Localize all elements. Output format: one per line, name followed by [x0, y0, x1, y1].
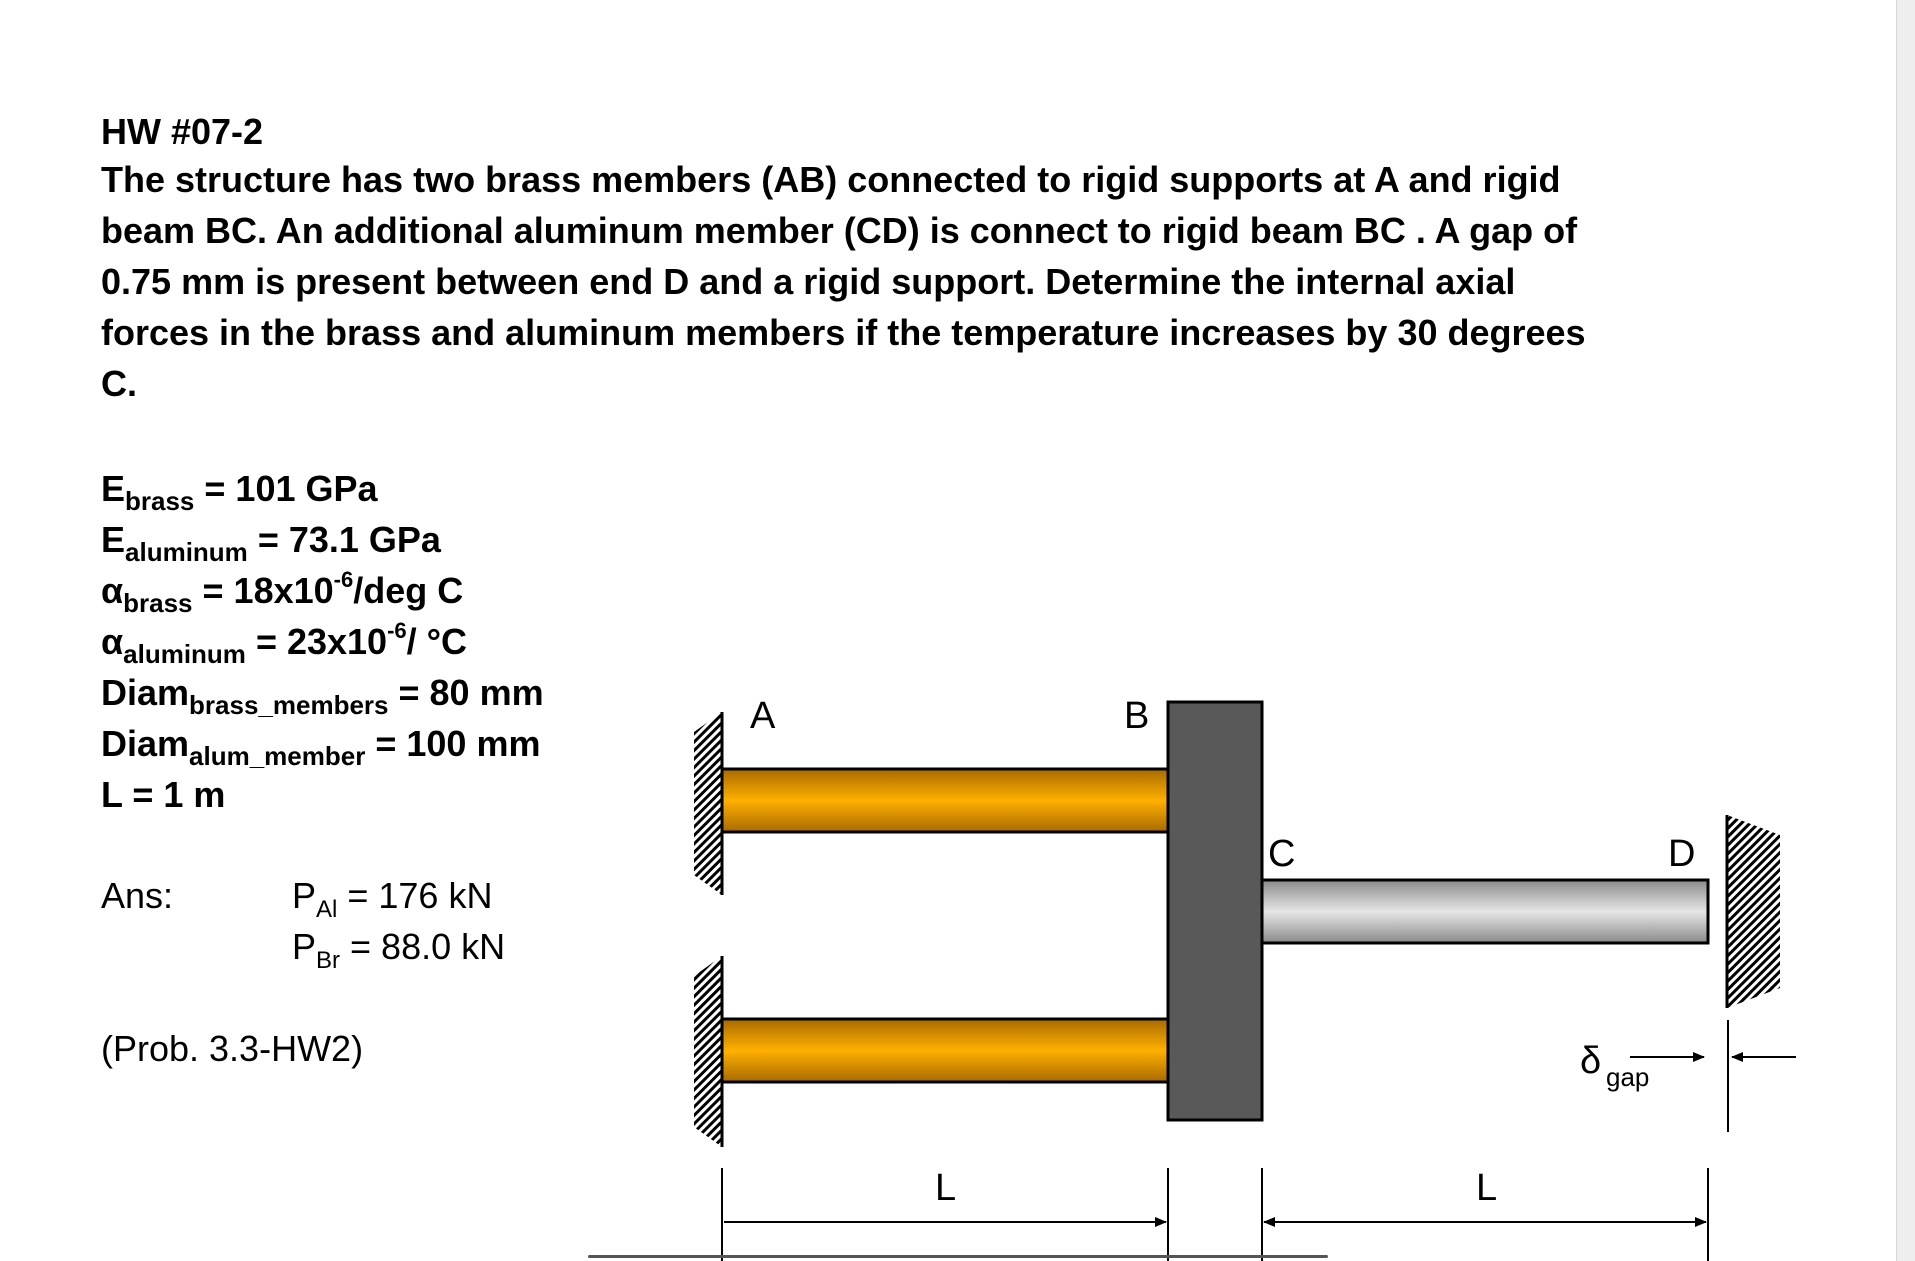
problem-line: C. [101, 363, 137, 404]
gap-subscript: gap [1606, 1062, 1650, 1092]
label-a: A [750, 695, 776, 737]
e-brass-row: $E_{brass} = 101$ GPa [101, 468, 378, 516]
dimension-right [1262, 1167, 1708, 1261]
gap-indicator [1580, 1020, 1796, 1132]
problem-line: 0.75 mm is present between end D and a rigid support. Determine the internal axial [101, 261, 1516, 302]
label-b: B [1124, 695, 1150, 737]
page-edge [588, 1255, 1328, 1258]
label-c: C [1268, 833, 1296, 875]
diam-alum-row: Diam$_{alum\_member}$ = 100 mm [101, 723, 541, 771]
brass-member-bottom [722, 1019, 1168, 1082]
e-aluminum-row: $E_{aluminum} = 73.1$ GPa [101, 519, 441, 567]
alpha-brass-row: $\alpha_{brass} = 18x10^{-6}/deg$ C [101, 567, 464, 618]
problem-line: The structure has two brass members (AB) connected to rigid supports at A and rigid [101, 159, 1561, 200]
problem-line: forces in the brass and aluminum members if the temperature increases by 30 degrees [101, 312, 1586, 353]
homework-title: HW #07-2 [101, 111, 264, 152]
dimension-left-label: L [935, 1167, 957, 1209]
wall-support-right [1727, 815, 1780, 1008]
gap-delta-symbol: δ [1580, 1040, 1602, 1082]
wall-support-top [694, 712, 722, 895]
answer-p-al: $P_{Al} = 176$ kN [292, 875, 493, 923]
rigid-beam-bc [1168, 702, 1262, 1120]
diam-brass-row: Diam$_{brass\_members}$ = 80 mm [101, 672, 544, 720]
length-row: L = 1 m [101, 774, 226, 815]
answer-label: Ans: [101, 875, 174, 916]
problem-line: beam BC. An additional aluminum member (CD) is connect to rigid beam BC . A gap of [101, 210, 1578, 251]
answer-p-br: $P_{Br} = 88.0$ kN [292, 926, 506, 974]
label-d: D [1668, 833, 1696, 875]
dimension-left [722, 1167, 1168, 1261]
wall-support-bottom [694, 956, 722, 1147]
aluminum-member [1262, 880, 1708, 943]
brass-member-top [722, 769, 1168, 832]
problem-reference: (Prob. 3.3-HW2) [101, 1028, 364, 1069]
dimension-right-label: L [1476, 1167, 1498, 1209]
alpha-aluminum-row: $\alpha_{aluminum} = 23x10^{-6}/$ °C [101, 618, 468, 669]
